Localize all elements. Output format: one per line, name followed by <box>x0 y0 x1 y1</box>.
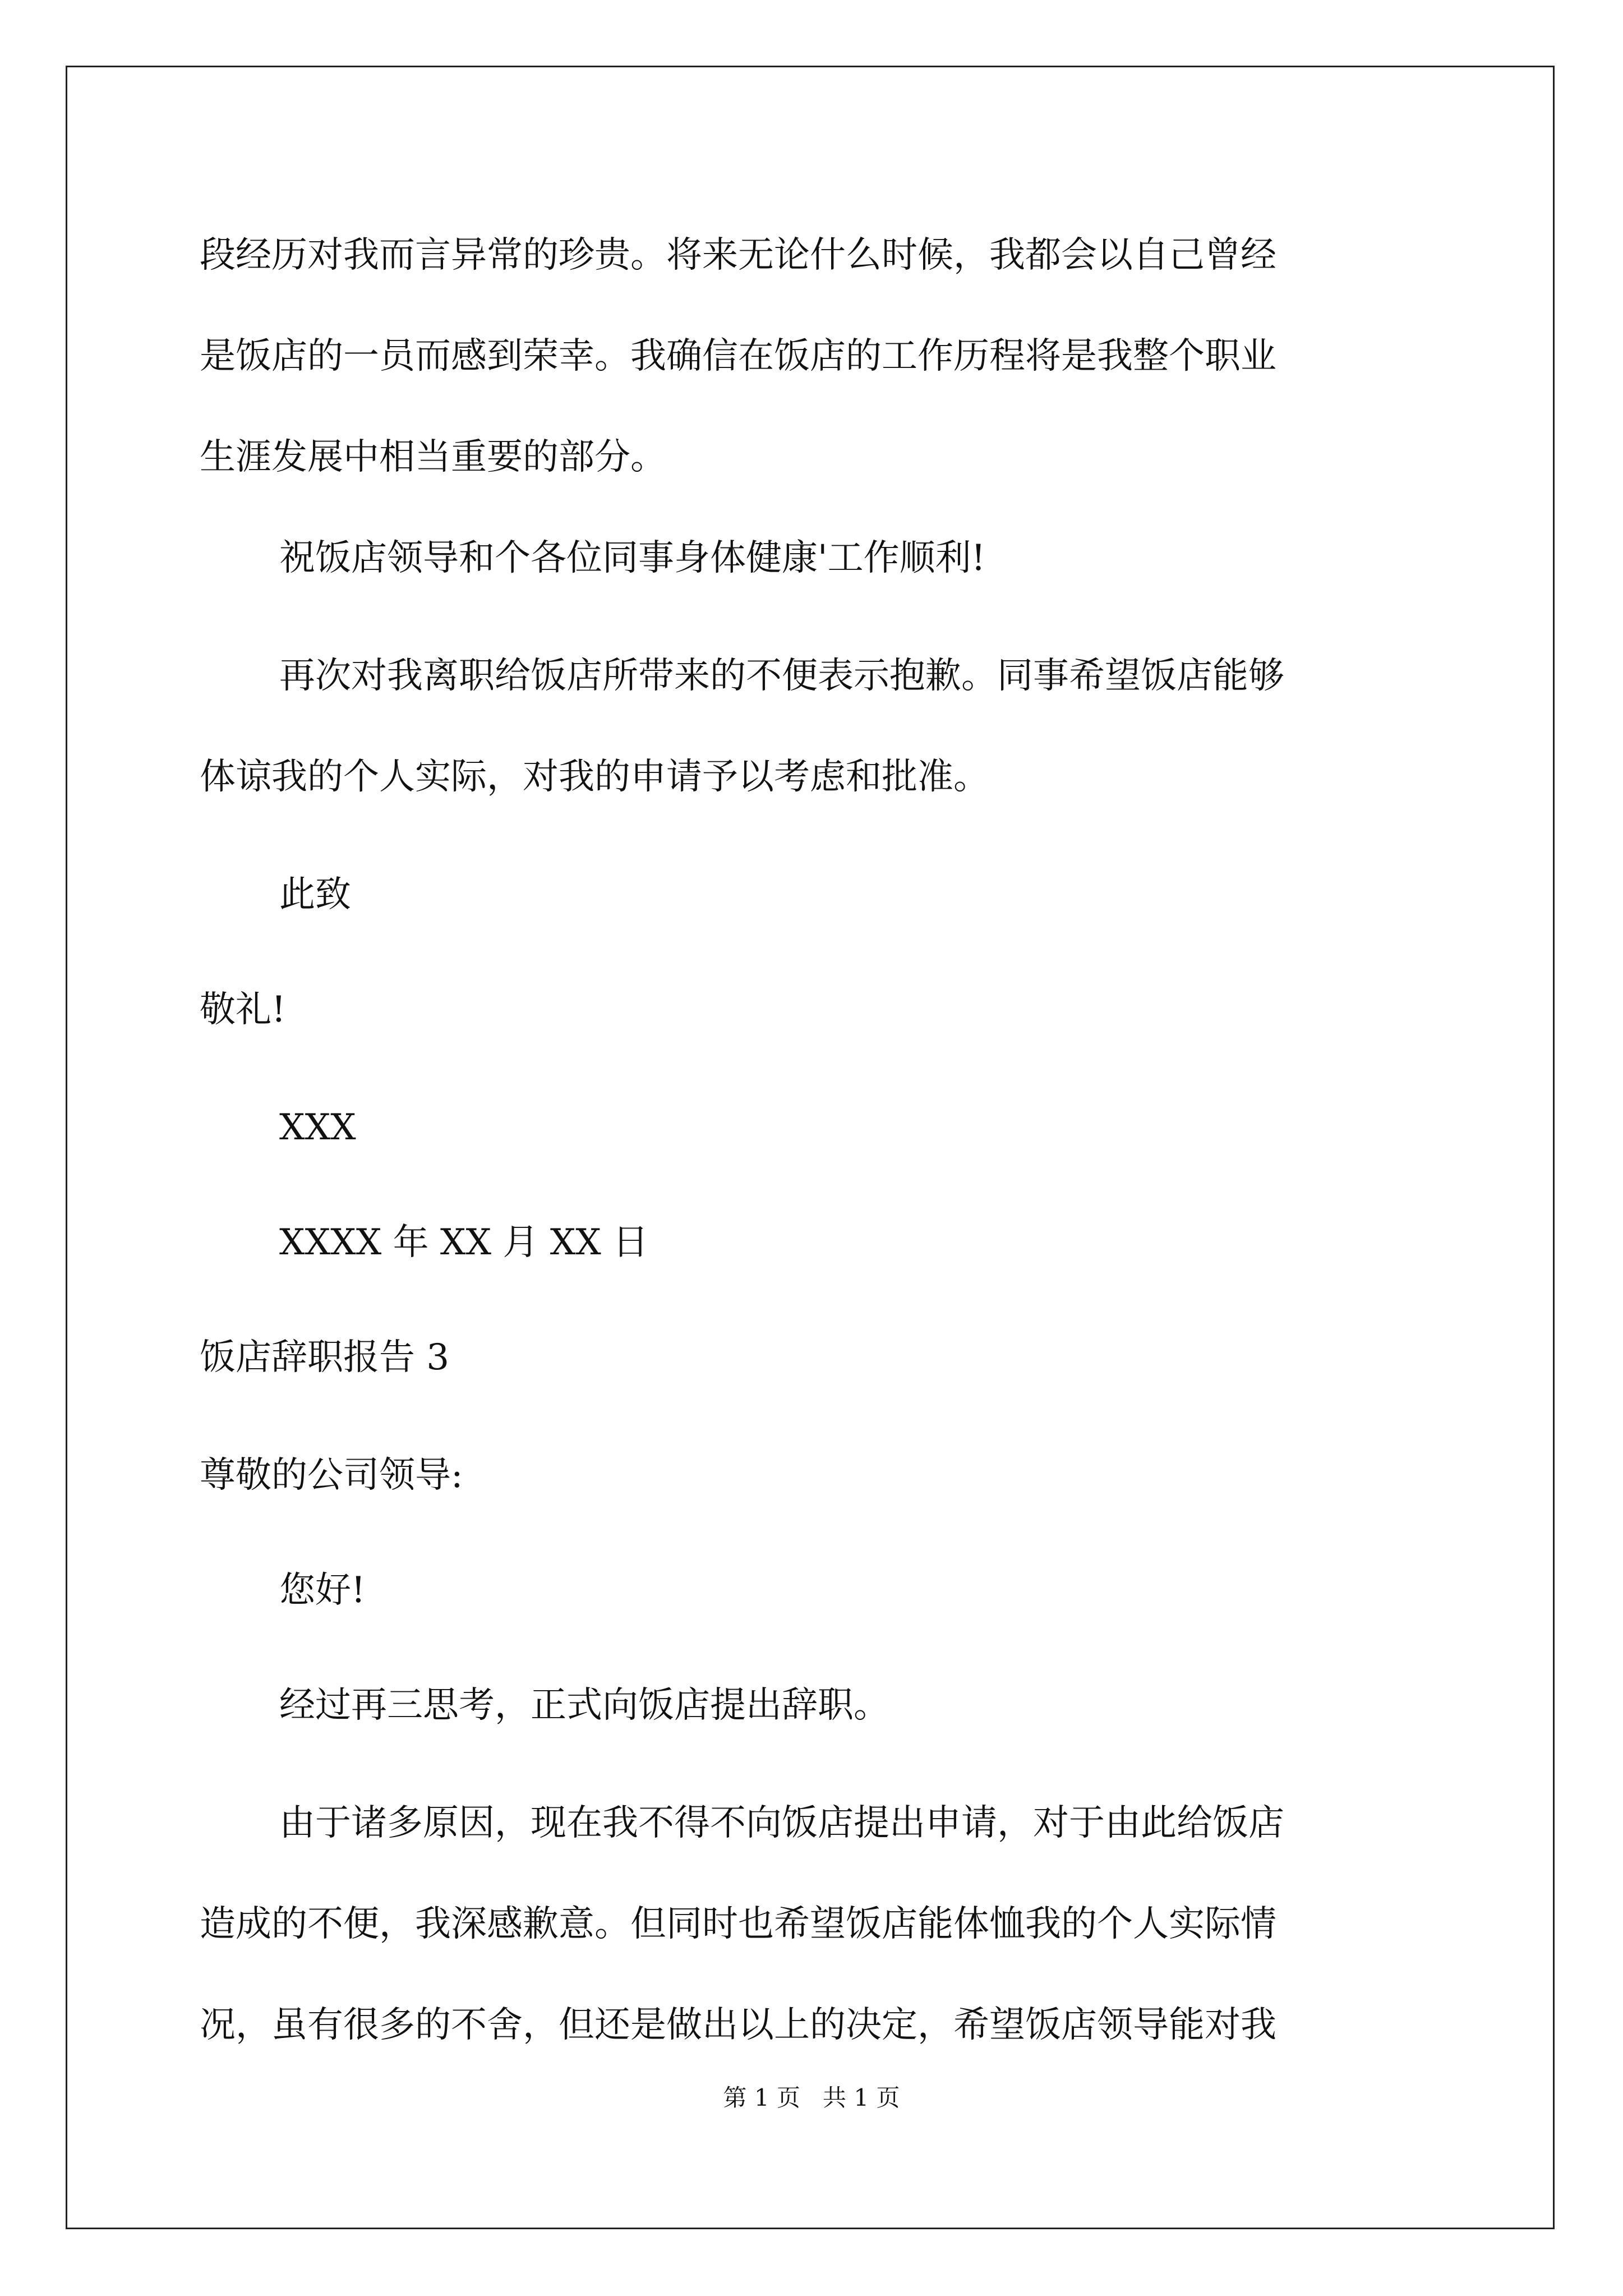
signature-date: XXXX 年 XX 月 XX 日 <box>279 1222 649 1263</box>
body-line-1: 段经历对我而言异常的珍贵。将来无论什么时候，我都会以自己曾经 <box>200 234 1276 276</box>
blessing-line: 祝饭店领导和个各位同事身体健康'工作顺利! <box>279 537 986 579</box>
page-footer: 第 1 页 共 1 页 <box>723 2084 900 2111</box>
apology-line-1: 再次对我离职给饭店所带来的不便表示抱歉。同事希望饭店能够 <box>279 655 1284 697</box>
salutation: 尊敬的公司领导: <box>200 1455 463 1496</box>
paragraph-reason-line-2: 造成的不便，我深感歉意。但同时也希望饭店能体恤我的个人实际情 <box>200 1903 1276 1945</box>
greeting: 您好! <box>279 1570 366 1611</box>
closing-jingli: 敬礼! <box>200 989 286 1030</box>
signature-name: XXX <box>279 1107 356 1148</box>
paragraph-resign: 经过再三思考，正式向饭店提出辞职。 <box>279 1685 889 1726</box>
section-title: 饭店辞职报告 3 <box>200 1337 450 1378</box>
body-line-3: 生涯发展中相当重要的部分。 <box>200 436 666 478</box>
paragraph-reason-line-3: 况，虽有很多的不舍，但还是做出以上的决定，希望饭店领导能对我 <box>200 2004 1276 2046</box>
paragraph-reason-line-1: 由于诸多原因，现在我不得不向饭店提出申请，对于由此给饭店 <box>279 1802 1284 1844</box>
apology-line-2: 体谅我的个人实际，对我的申请予以考虑和批准。 <box>200 756 989 798</box>
body-line-2: 是饭店的一员而感到荣幸。我确信在饭店的工作历程将是我整个职业 <box>200 335 1276 377</box>
closing-cizhi: 此致 <box>279 874 351 915</box>
